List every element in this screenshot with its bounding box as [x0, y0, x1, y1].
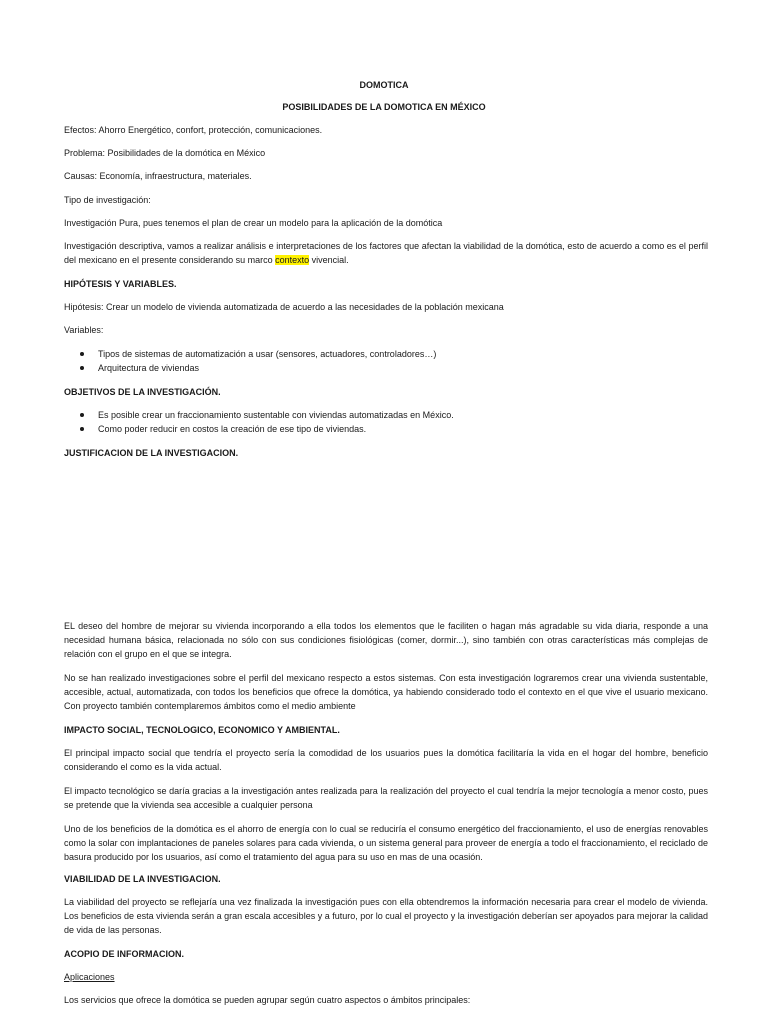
list-item: Es posible crear un fraccionamiento sustentable con viviendas automatizadas en México.	[64, 408, 708, 422]
servicios-line: Los servicios que ofrece la domótica se pueden agrupar según cuatro aspectos o ámbitos principales:	[64, 995, 471, 1005]
efectos-line: Efectos: Ahorro Energético, confort, protección, comunicaciones.	[64, 125, 323, 135]
justificacion-paragraph-1: EL deseo del hombre de mejorar su vivienda incorporando a ella todos los elementos que le faciliten o hagan más agradable su vida diaria, responde a una necesidad humana básica, relacionada no sólo con sus condiciones fisiológicas (comer, dormir...), sino también con otras características más complejas de relación con el grupo en el que se integra.	[64, 621, 708, 659]
impacto-paragraph-1: El principal impacto social que tendría el proyecto sería la comodidad de los usuarios pues la domótica facilitaría la vida en el hogar del hombre, beneficio considerando el como es la vida actual.	[64, 748, 708, 772]
impacto-paragraph-2: El impacto tecnológico se daría gracias a la investigación antes realizada para la realización del proyecto el cual tendría la mejor tecnología a menor costo, pues se pretende que la vivienda sea accesible a cualquier persona	[64, 786, 708, 810]
pura-line: Investigación Pura, pues tenemos el plan de crear un modelo para la aplicación de la domótica	[64, 218, 443, 228]
doc-subtitle: POSIBILIDADES DE LA DOMOTICA EN MÉXICO	[282, 102, 486, 112]
highlighted-word: contexto	[275, 255, 310, 265]
tipo-line: Tipo de investigación:	[64, 195, 151, 205]
list-item: Tipos de sistemas de automatización a usar (sensores, actuadores, controladores…)	[64, 347, 708, 361]
descriptiva-tail: vivencial.	[309, 255, 349, 265]
aplicaciones-heading: Aplicaciones	[64, 972, 115, 982]
variables-list	[64, 347, 708, 375]
viabilidad-heading: VIABILIDAD DE LA INVESTIGACION.	[64, 874, 221, 884]
problema-line: Problema: Posibilidades de la domótica en México	[64, 148, 266, 158]
objetivos-heading: OBJETIVOS DE LA INVESTIGACIÓN.	[64, 387, 221, 397]
impacto-heading: IMPACTO SOCIAL, TECNOLOGICO, ECONOMICO Y AMBIENTAL.	[64, 725, 340, 735]
list-item: Como poder reducir en costos la creación de ese tipo de viviendas.	[64, 422, 708, 436]
variables-label: Variables:	[64, 325, 104, 335]
descriptiva-text: Investigación descriptiva, vamos a realizar análisis e interpretaciones de los factores que afectan la viabilidad de la domótica, esto de acuerdo a como es el perfil del mexicano en el presente considerando su marco	[64, 241, 708, 265]
doc-title: DOMOTICA	[359, 80, 409, 90]
objetivos-list	[64, 408, 708, 436]
justificacion-heading: JUSTIFICACION DE LA INVESTIGACION.	[64, 448, 239, 458]
impacto-paragraph-3: Uno de los beneficios de la domótica es el ahorro de energía con lo cual se reduciría el consumo energético del fraccionamiento, el uso de energías renovables como la solar con implantaciones de paneles solares para cada vivienda, o un sistema general para proveer de energía a todo el fraccionamiento, el reciclado de basura producido por los usuarios, así como el tratamiento del agua para su uso en mas de una ocasión.	[64, 824, 708, 862]
justificacion-paragraph-2: No se han realizado investigaciones sobre el perfil del mexicano respecto a estos sistemas. Con esta investigación lograremos crear una vivienda sustentable, accesible, actual, automatizada, con todos los beneficios que ofrece la domótica, ya habiendo considerado todo el contexto en el que vive el usuario mexicano. Con proyecto también contemplaremos ámbitos como el medio ambiente	[64, 673, 708, 711]
hipotesis-line: Hipótesis: Crear un modelo de vivienda automatizada de acuerdo a las necesidades de la población mexicana	[64, 302, 504, 312]
causas-line: Causas: Economía, infraestructura, materiales.	[64, 171, 252, 181]
descriptiva-paragraph	[64, 239, 708, 267]
hipotesis-heading: HIPÓTESIS Y VARIABLES.	[64, 279, 177, 289]
viabilidad-paragraph: La viabilidad del proyecto se reflejaría una vez finalizada la investigación pues con ella obtendremos la información necesaria para crear el modelo de vivienda. Los beneficios de esta vivienda serán a gran escala accesibles y a futuro, por lo cual el proyecto y la investigación deberían ser apoyados para mejorar la calidad de vida de las personas.	[64, 897, 708, 935]
acopio-heading: ACOPIO DE INFORMACION.	[64, 949, 185, 959]
list-item: Arquitectura de viviendas	[64, 361, 708, 375]
